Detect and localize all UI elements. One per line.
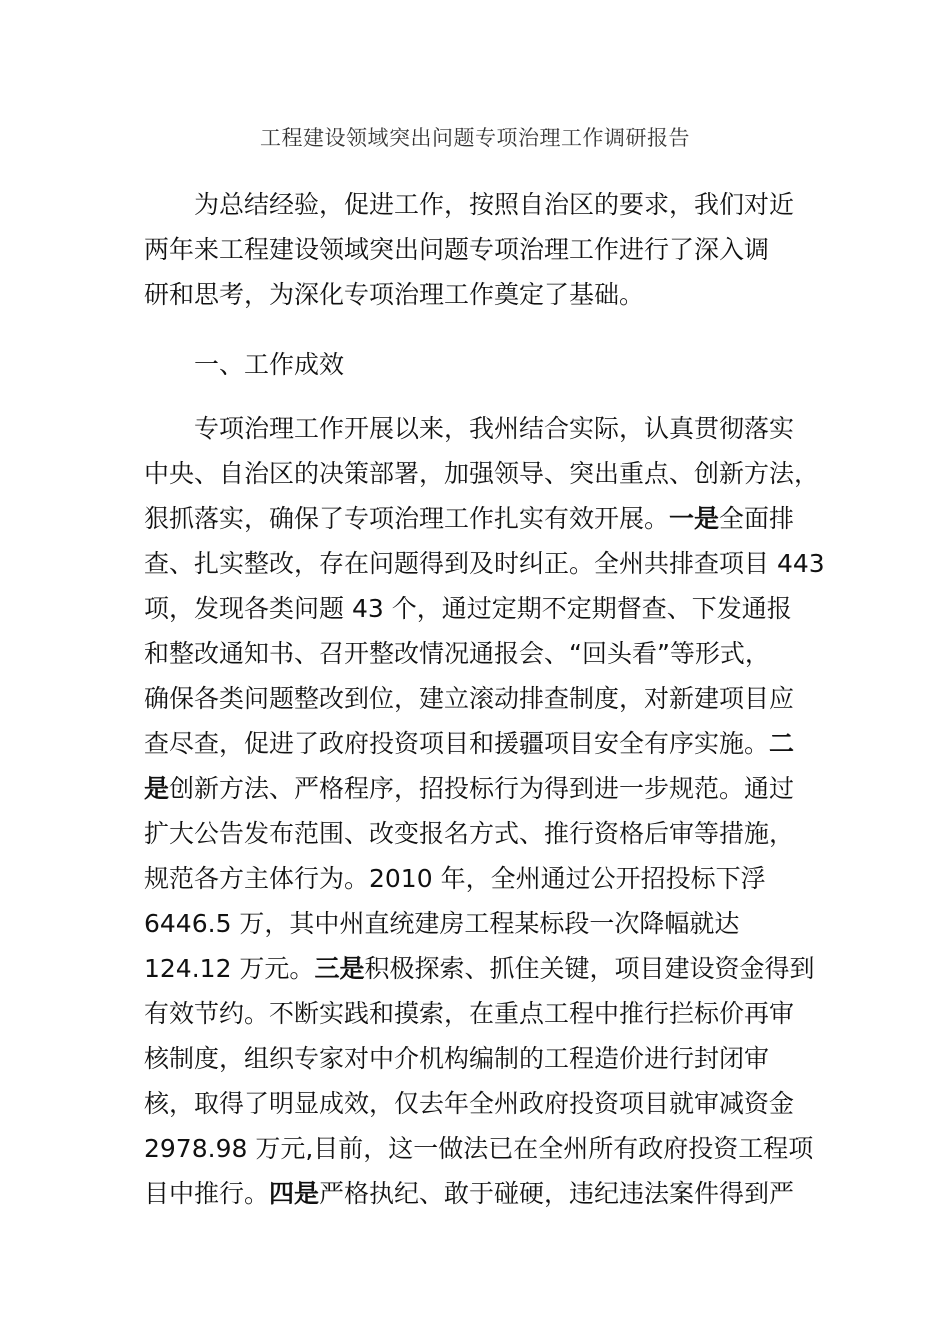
paragraph-line: 6446.5 万，其中州直统建房工程某标段一次降幅就达	[144, 909, 740, 938]
document-title: 工程建设领域突出问题专项治理工作调研报告	[260, 126, 690, 150]
paragraph-line: 核制度，组织专家对中介机构编制的工程造价进行封闭审	[144, 1044, 770, 1073]
text-run: 创新方法、严格程序，招投标行为得到进一步规范。通过	[169, 774, 795, 803]
paragraph-line: 专项治理工作开展以来，我州结合实际，认真贯彻落实	[194, 414, 795, 443]
text-run: 狠抓落实，确保了专项治理工作扎实有效开展。	[144, 504, 670, 533]
paragraph-line: 中央、自治区的决策部署，加强领导、突出重点、创新方法，	[144, 459, 820, 488]
paragraph-line	[144, 946, 814, 991]
text-run: 积极探索、抓住关键，项目建设资金得到	[364, 954, 815, 983]
paragraph-line: 核，取得了明显成效，仅去年全州政府投资项目就审减资金	[144, 1089, 795, 1118]
bold-marker: 三是	[314, 954, 365, 983]
paragraph-line	[144, 766, 814, 811]
paragraph-line	[144, 721, 814, 766]
bold-marker: 二	[769, 729, 795, 758]
text-run: 124.12 万元。	[144, 954, 315, 983]
bold-marker: 是	[144, 774, 170, 803]
text-run: 目中推行。	[144, 1179, 270, 1208]
paragraph-line: 项，发现各类问题 43 个，通过定期不定期督查、下发通报	[144, 594, 792, 623]
paragraph-line: 和整改通知书、召开整改情况通报会、“回头看”等形式，	[144, 639, 770, 668]
text-run: 查尽查，促进了政府投资项目和援疆项目安全有序实施。	[144, 729, 770, 758]
bold-marker: 四是	[269, 1179, 320, 1208]
section-heading: 一、工作成效	[194, 350, 345, 379]
paragraph-line	[144, 496, 814, 541]
bold-marker: 一是	[669, 504, 720, 533]
text-run: 全面排	[719, 504, 795, 533]
paragraph-line	[144, 1171, 814, 1216]
intro-line-3: 研和思考，为深化专项治理工作奠定了基础。	[144, 280, 645, 309]
section1-paragraph	[144, 406, 825, 1216]
text-run: 严格执纪、敢于碰硬，违纪违法案件得到严	[319, 1179, 795, 1208]
intro-paragraph	[144, 182, 814, 317]
paragraph-line: 查、扎实整改，存在问题得到及时纠正。全州共排查项目 443	[144, 549, 825, 578]
paragraph-line: 规范各方主体行为。2010 年，全州通过公开招投标下浮	[144, 864, 766, 893]
paragraph-line: 2978.98 万元,目前，这一做法已在全州所有政府投资工程项	[144, 1134, 814, 1163]
paragraph-line: 有效节约。不断实践和摸索，在重点工程中推行拦标价再审	[144, 999, 795, 1028]
paragraph-line: 扩大公告发布范围、改变报名方式、推行资格后审等措施，	[144, 819, 795, 848]
intro-line-1: 为总结经验，促进工作，按照自治区的要求，我们对近	[194, 190, 795, 219]
paragraph-line: 确保各类问题整改到位，建立滚动排查制度，对新建项目应	[144, 684, 795, 713]
intro-line-2: 两年来工程建设领域突出问题专项治理工作进行了深入调	[144, 235, 770, 264]
